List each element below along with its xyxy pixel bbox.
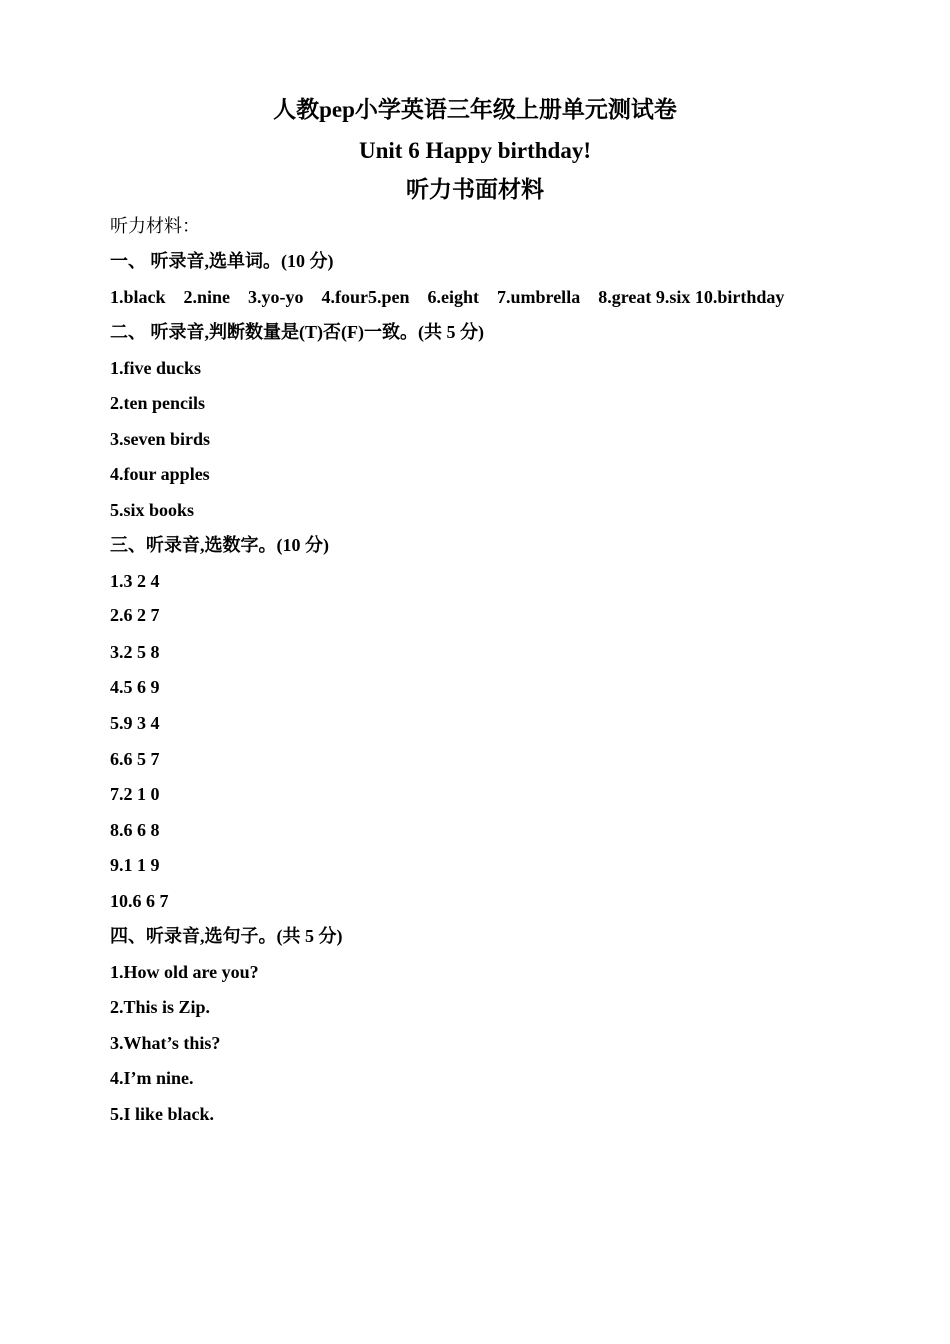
- section-4-item: 5.I like black.: [110, 1104, 215, 1124]
- section-3-item: 8.6 6 8: [110, 820, 160, 840]
- section-4-heading: 四、听录音,选句子。(共 5 分): [110, 926, 343, 946]
- intro-label: 听力材料：: [110, 216, 200, 236]
- section-3-item: 3.2 5 8: [110, 642, 160, 662]
- unit-title: Unit 6 Happy birthday!: [359, 138, 591, 163]
- section-3-item: 1.3 2 4: [110, 571, 160, 591]
- section-4-item: 1.How old are you?: [110, 962, 259, 982]
- section-3-item: 9.1 1 9: [110, 855, 160, 875]
- document-subtitle: 听力书面材料: [406, 177, 544, 202]
- section-4-item: 3.What’s this?: [110, 1033, 221, 1053]
- section-3-item: 2.6 2 7: [110, 605, 160, 625]
- section-1-heading: 一、 听录音,选单词。(10 分): [110, 251, 334, 271]
- section-3-item: 7.2 1 0: [110, 784, 160, 804]
- section-3-item: 6.6 5 7: [110, 749, 160, 769]
- section-4-item: 4.I’m nine.: [110, 1068, 194, 1088]
- section-2-item: 4.four apples: [110, 464, 210, 484]
- section-2-heading: 二、 听录音,判断数量是(T)否(F)一致。(共 5 分): [110, 322, 484, 342]
- section-1-word-list: 1.black 2.nine 3.yo-yo 4.four5.pen 6.eight 7.umbrella 8.great 9.six 10.birthday: [110, 287, 785, 307]
- section-4-item: 2.This is Zip.: [110, 997, 211, 1017]
- section-2-item: 5.six books: [110, 500, 195, 520]
- section-3-item: 4.5 6 9: [110, 677, 160, 697]
- section-3-item: 10.6 6 7: [110, 891, 169, 911]
- section-3-item: 5.9 3 4: [110, 713, 160, 733]
- section-3-heading: 三、听录音,选数字。(10 分): [110, 535, 329, 555]
- section-2-item: 3.seven birds: [110, 429, 211, 449]
- section-2-item: 1.five ducks: [110, 358, 202, 378]
- section-2-item: 2.ten pencils: [110, 393, 206, 413]
- document-title: 人教pep小学英语三年级上册单元测试卷: [273, 97, 677, 122]
